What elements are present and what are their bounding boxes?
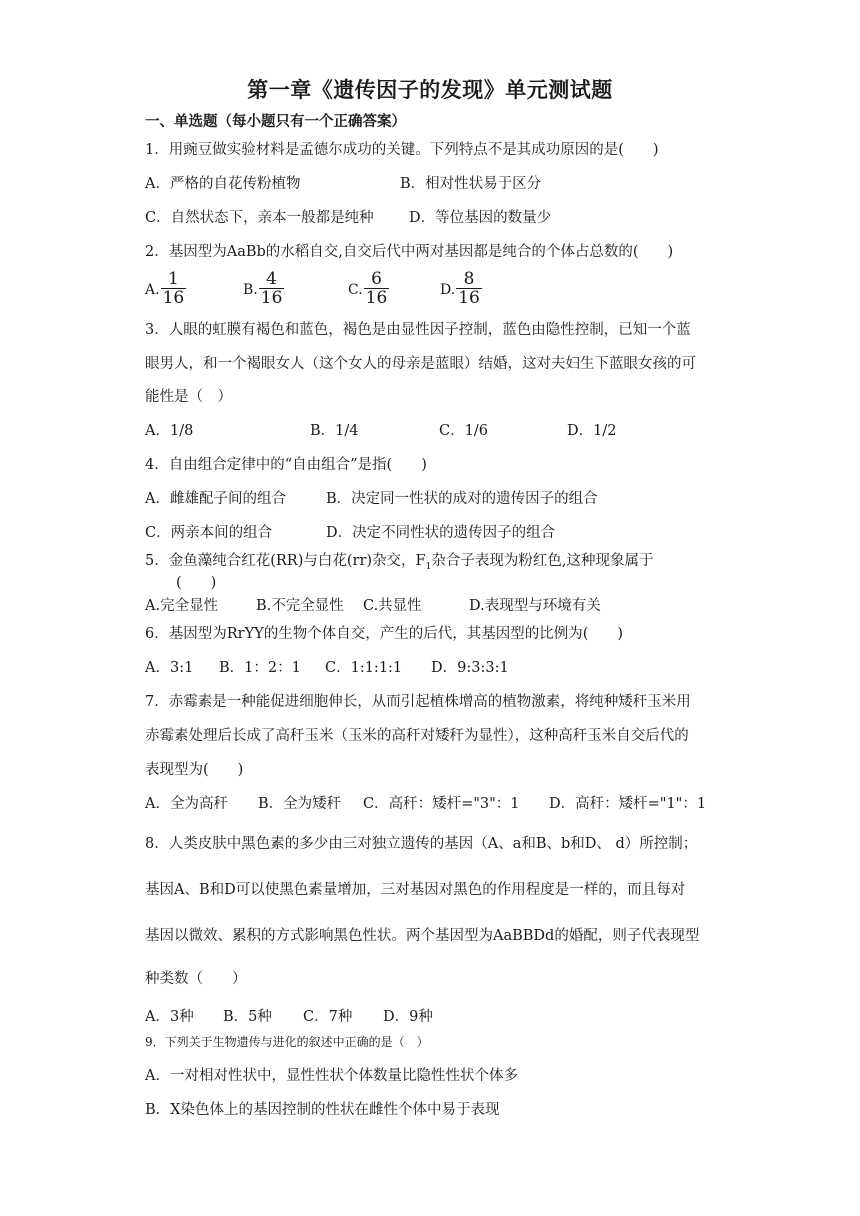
q8-option-c: C．7种	[303, 1009, 353, 1025]
q3-option-b: B．1/4	[310, 423, 359, 439]
q3-stem-line1: 3．人眼的虹膜有褐色和蓝色，褐色是由显性因子控制，蓝色由隐性控制，已知一个蓝	[145, 322, 691, 338]
q5-option-a: A.完全显性	[145, 598, 219, 614]
q5-stem-line1	[145, 551, 653, 577]
q2-stem: 2．基因型为AaBb的水稻自交,自交后代中两对基因都是纯合的个体占总数的( )	[145, 244, 674, 260]
q5-stem-pre: 5．金鱼藻纯合红花(RR)与白花(rr)杂交，F	[145, 553, 426, 569]
q2-option-d-fraction	[456, 270, 482, 307]
q1-option-b: B．相对性状易于区分	[400, 176, 542, 192]
fraction-denominator: 16	[458, 288, 480, 308]
q6-stem: 6．基因型为RrYY的生物个体自交，产生的后代，其基因型的比例为( )	[145, 626, 624, 642]
q4-option-d: D．决定不同性状的遗传因子的组合	[326, 525, 556, 541]
q7-option-d: D．高秆：矮杆="1"：1	[549, 796, 707, 812]
q1-option-c: C．自然状态下，亲本一般都是纯种	[145, 210, 374, 226]
q2-option-a-label: A.	[145, 281, 160, 298]
q7-stem-line2: 赤霉素处理后长成了高秆玉米（玉米的高秆对矮秆为显性），这种高秆玉米自交后代的	[145, 728, 689, 744]
q4-stem: 4．自由组合定律中的“自由组合”是指( )	[145, 457, 427, 473]
q7-option-a: A．全为高秆	[145, 796, 228, 812]
q2-option-d	[440, 270, 482, 307]
q3-stem-line3: 能性是（ ）	[145, 389, 232, 405]
q2-option-b-fraction	[259, 270, 285, 307]
q2-option-a-fraction	[161, 270, 187, 307]
q7-stem-line3: 表现型为( )	[145, 762, 244, 778]
q7-stem-line1: 7．赤霉素是一种能促进细胞伸长，从而引起植株增高的植物激素，将纯种矮秆玉米用	[145, 694, 691, 710]
q9-option-a: A．一对相对性状中，显性性状个体数量比隐性性状个体多	[145, 1068, 518, 1084]
q1-option-a: A．严格的自花传粉植物	[145, 176, 301, 192]
q8-option-b: B．5种	[223, 1009, 272, 1025]
q2-option-c-label: C.	[348, 281, 363, 298]
q2-option-b-label: B.	[243, 281, 258, 298]
fraction-denominator: 16	[162, 288, 185, 308]
q4-option-c: C．两亲本间的组合	[145, 525, 273, 541]
fraction-denominator: 16	[260, 288, 283, 308]
q8-stem-line4: 种类数（ ）	[145, 971, 247, 987]
fraction-numerator: 4	[266, 269, 277, 289]
q5-option-d: D.表现型与环境有关	[469, 598, 601, 614]
q6-option-d: D．9:3:3:1	[431, 660, 509, 676]
q9-stem: 9．下列关于生物遗传与进化的叙述中正确的是（ ）	[145, 1035, 429, 1049]
q2-option-d-label: D.	[440, 281, 456, 298]
fraction-numerator: 8	[463, 269, 475, 289]
q2-option-b	[243, 270, 284, 307]
document-title: 第一章《遗传因子的发现》单元测试题	[247, 77, 613, 102]
q5-stem-line2: ( )	[176, 575, 217, 591]
q1-option-d: D．等位基因的数量少	[409, 210, 552, 226]
q3-option-a: A．1/8	[145, 423, 194, 439]
q3-option-d: D．1/2	[567, 423, 617, 439]
q8-option-d: D．9种	[383, 1009, 433, 1025]
q4-option-a: A．雌雄配子间的组合	[145, 491, 286, 507]
q5-stem-subscript: 1	[425, 561, 432, 572]
q3-stem-line2: 眼男人，和一个褐眼女人（这个女人的母亲是蓝眼）结婚，这对夫妇生下蓝眼女孩的可	[145, 356, 696, 372]
q5-stem-post: 杂合子表现为粉红色,这种现象属于	[431, 553, 654, 569]
q5-option-c: C.共显性	[363, 598, 422, 614]
q5-option-b: B.不完全显性	[256, 598, 344, 614]
q8-option-a: A．3种	[145, 1009, 194, 1025]
q6-option-c: C．1:1:1:1	[325, 660, 403, 676]
q1-stem: 1．用豌豆做实验材料是孟德尔成功的关键。下列特点不是其成功原因的是( )	[145, 142, 659, 158]
q7-option-b: B．全为矮秆	[258, 796, 342, 812]
q3-option-c: C．1/6	[439, 423, 488, 439]
section-heading: 一、单选题（每小题只有一个正确答案）	[145, 113, 406, 130]
q2-option-a	[145, 270, 186, 307]
q2-option-c	[348, 270, 389, 307]
q2-option-c-fraction	[364, 270, 390, 307]
q6-option-b: B．1：2：1	[219, 660, 301, 676]
fraction-numerator: 6	[371, 269, 382, 289]
fraction-numerator: 1	[167, 269, 179, 289]
q8-stem-line1: 8．人类皮肤中黑色素的多少由三对独立遗传的基因（A、a和B、b和D、 d）所控制；	[145, 836, 698, 852]
q8-stem-line2: 基因A、B和D可以使黑色素量增加，三对基因对黑色的作用程度是一样的，而且每对	[145, 882, 686, 898]
q9-option-b: B．X染色体上的基因控制的性状在雌性个体中易于表现	[145, 1102, 500, 1118]
q6-option-a: A．3:1	[145, 660, 194, 676]
q4-option-b: B．决定同一性状的成对的遗传因子的组合	[326, 491, 598, 507]
q7-option-c: C．高秆：矮杆="3"：1	[363, 796, 520, 812]
q8-stem-line3: 基因以微效、累积的方式影响黑色性状。两个基因型为AaBBDd的婚配，则子代表现型	[145, 928, 700, 944]
fraction-denominator: 16	[365, 288, 388, 308]
